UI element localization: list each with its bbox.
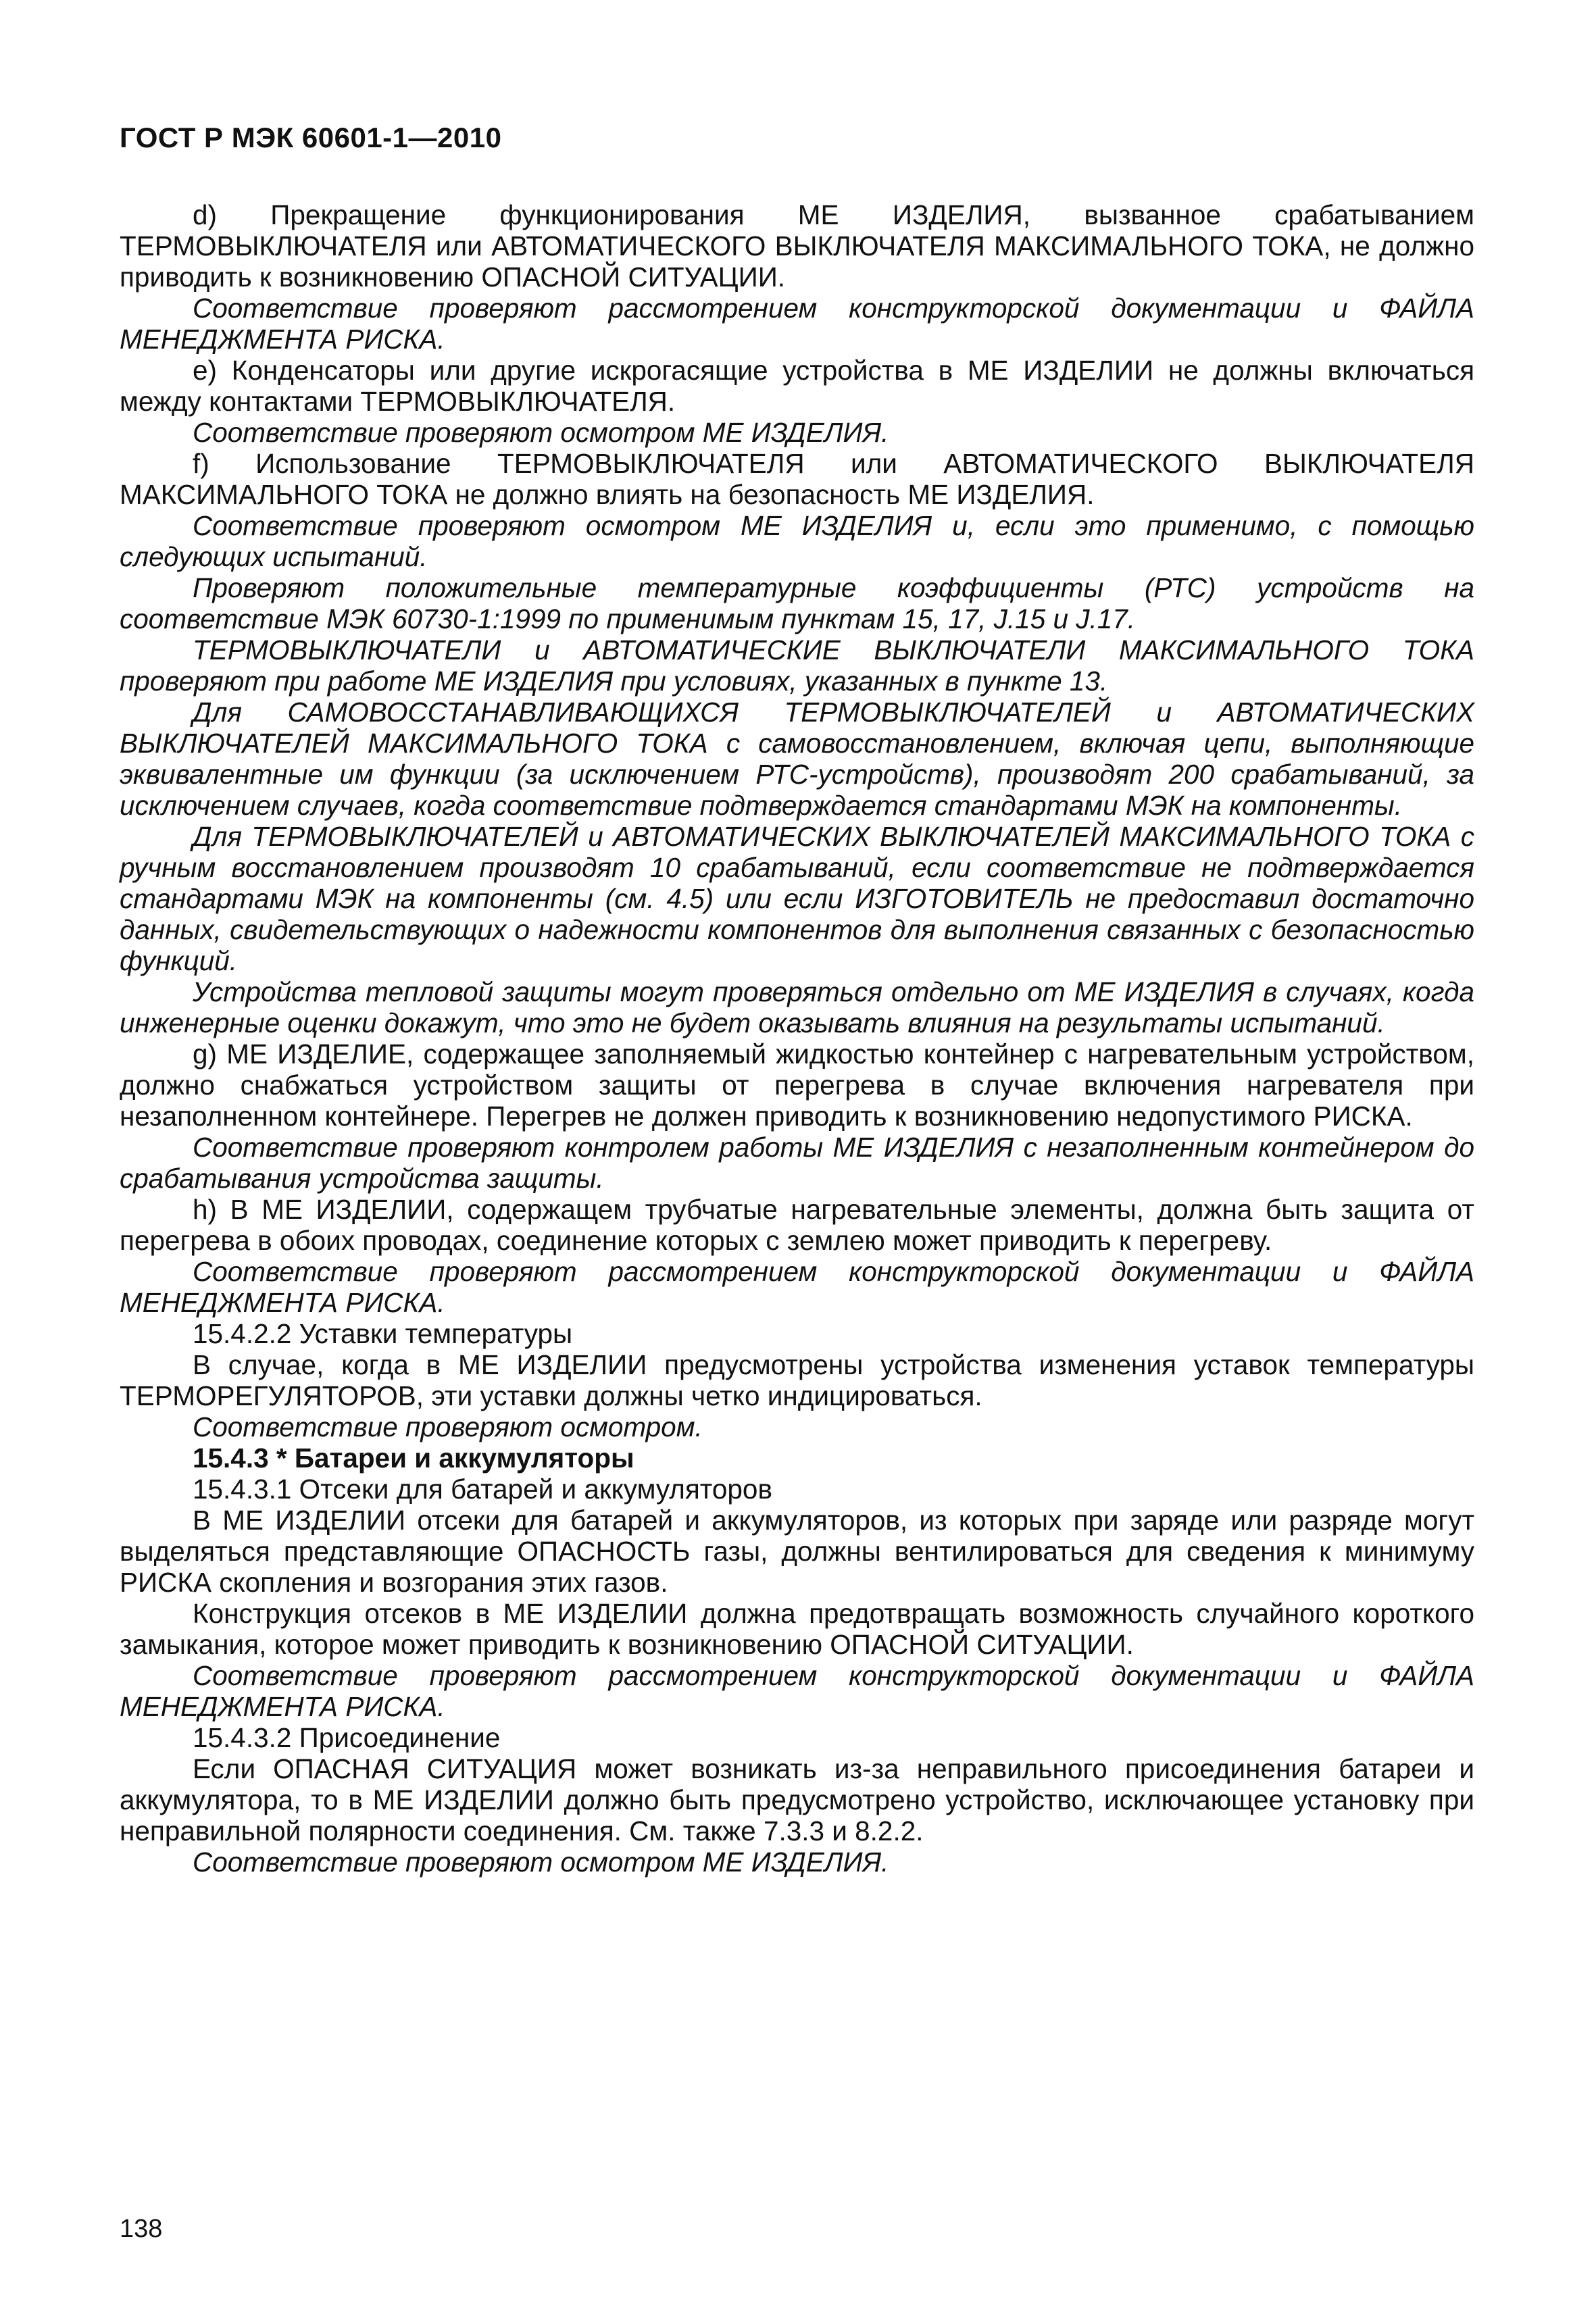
test-description: Для САМОВОССТАНАВЛИВАЮЩИХСЯ ТЕРМОВЫКЛЮЧАТЕЛЕЙ и АВТОМАТИЧЕСКИХ ВЫКЛЮЧАТЕЛЕЙ МАКСИМАЛЬНОГО ТОКА с самовосстановлением, включая цепи, выполняющие эквивалентные им функции (за исключением РТС-устройств), производят 200 срабатываний, за исключением случаев, когда соответствие подтверждается стандартами МЭК на компоненты. [120,697,1474,821]
compliance-note: Соответствие проверяют осмотром. [193,1411,703,1442]
document-body [120,199,1474,1878]
compliance-note: Соответствие проверяют рассмотрением конструкторской документации и ФАЙЛА МЕНЕДЖМЕНТА РИСКА. [120,293,1474,355]
compliance-note: Соответствие проверяют осмотром МЕ ИЗДЕЛИЯ. [193,1846,889,1878]
paragraph-h: h) В МЕ ИЗДЕЛИИ, содержащем трубчатые нагревательные элементы, должна быть защита от перегрева в обоих проводах, соединение которых с землею может приводить к перегреву. [120,1194,1474,1256]
compliance-note: Соответствие проверяют осмотром МЕ ИЗДЕЛИЯ. [193,417,889,448]
section-heading: 15.4.3 * Батареи и аккумуляторы [193,1442,634,1474]
document-header: ГОСТ Р МЭК 60601-1—2010 [120,122,502,153]
test-description: Для ТЕРМОВЫКЛЮЧАТЕЛЕЙ и АВТОМАТИЧЕСКИХ ВЫКЛЮЧАТЕЛЕЙ МАКСИМАЛЬНОГО ТОКА с ручным восстановлением производят 10 срабатываний, если соответствие не подтверждается стандартами МЭК на компоненты (см. 4.5) или если ИЗГОТОВИТЕЛЬ не предоставил достаточно данных, свидетельствующих о надежности компонентов для выполнения связанных с безопасностью функций. [120,821,1474,976]
paragraph: Конструкция отсеков в МЕ ИЗДЕЛИИ должна предотвращать возможность случайного короткого замыкания, которое может приводить к возникновению ОПАСНОЙ СИТУАЦИИ. [120,1598,1474,1660]
subclause-heading: 15.4.3.1 Отсеки для батарей и аккумуляторов [193,1474,772,1505]
paragraph-g: g) МЕ ИЗДЕЛИЕ, содержащее заполняемый жидкостью контейнер с нагревательным устройством, должно снабжаться устройством защиты от перегрева в случае включения нагревателя при незаполненном контейнере. Перегрев не должен приводить к возникновению недопустимого РИСКА. [120,1038,1474,1132]
paragraph-d: d) Прекращение функционирования МЕ ИЗДЕЛИЯ, вызванное срабатыванием ТЕРМОВЫКЛЮЧАТЕЛЯ или АВТОМАТИЧЕСКОГО ВЫКЛЮЧАТЕЛЯ МАКСИМАЛЬНОГО ТОКА, не должно приводить к возникновению ОПАСНОЙ СИТУАЦИИ. [120,199,1474,293]
paragraph: В МЕ ИЗДЕЛИИ отсеки для батарей и аккумуляторов, из которых при заряде или разряде могут выделяться представляющие ОПАСНОСТЬ газы, должны вентилироваться для сведения к минимуму РИСКА скопления и возгорания этих газов. [120,1505,1474,1598]
test-description: Проверяют положительные температурные коэффициенты (РТС) устройств на соответствие МЭК 60730-1:1999 по применимым пунктам 15, 17, J.15 и J.17. [120,572,1474,634]
compliance-note: Соответствие проверяют контролем работы МЕ ИЗДЕЛИЯ с незаполненным контейнером до срабатывания устройства защиты. [120,1132,1474,1194]
page-number: 138 [120,2215,163,2243]
paragraph-e: e) Конденсаторы или другие искрогасящие устройства в МЕ ИЗДЕЛИИ не должны включаться между контактами ТЕРМОВЫКЛЮЧАТЕЛЯ. [120,355,1474,417]
test-description: ТЕРМОВЫКЛЮЧАТЕЛИ и АВТОМАТИЧЕСКИЕ ВЫКЛЮЧАТЕЛИ МАКСИМАЛЬНОГО ТОКА проверяют при работе МЕ ИЗДЕЛИЯ при условиях, указанных в пункте 13. [120,634,1474,697]
paragraph: В случае, когда в МЕ ИЗДЕЛИИ предусмотрены устройства изменения уставок температуры ТЕРМОРЕГУЛЯТОРОВ, эти уставки должны четко индицироваться. [120,1349,1474,1411]
compliance-note: Соответствие проверяют рассмотрением конструкторской документации и ФАЙЛА МЕНЕДЖМЕНТА РИСКА. [120,1256,1474,1318]
paragraph-f: f) Использование ТЕРМОВЫКЛЮЧАТЕЛЯ или АВТОМАТИЧЕСКОГО ВЫКЛЮЧАТЕЛЯ МАКСИМАЛЬНОГО ТОКА не должно влиять на безопасность МЕ ИЗДЕЛИЯ. [120,448,1474,510]
subclause-heading: 15.4.2.2 Уставки температуры [193,1318,573,1349]
paragraph: Если ОПАСНАЯ СИТУАЦИЯ может возникать из-за неправильного присоединения батареи и аккумулятора, то в МЕ ИЗДЕЛИИ должно быть предусмотрено устройство, исключающее установку при неправильной полярности соединения. См. также 7.3.3 и 8.2.2. [120,1753,1474,1846]
test-description: Устройства тепловой защиты могут проверяться отдельно от МЕ ИЗДЕЛИЯ в случаях, когда инженерные оценки докажут, что это не будет оказывать влияния на результаты испытаний. [120,976,1474,1038]
subclause-heading: 15.4.3.2 Присоединение [193,1722,501,1753]
compliance-note: Соответствие проверяют осмотром МЕ ИЗДЕЛИЯ и, если это применимо, с помощью следующих испытаний. [120,510,1474,572]
compliance-note: Соответствие проверяют рассмотрением конструкторской документации и ФАЙЛА МЕНЕДЖМЕНТА РИСКА. [120,1660,1474,1722]
